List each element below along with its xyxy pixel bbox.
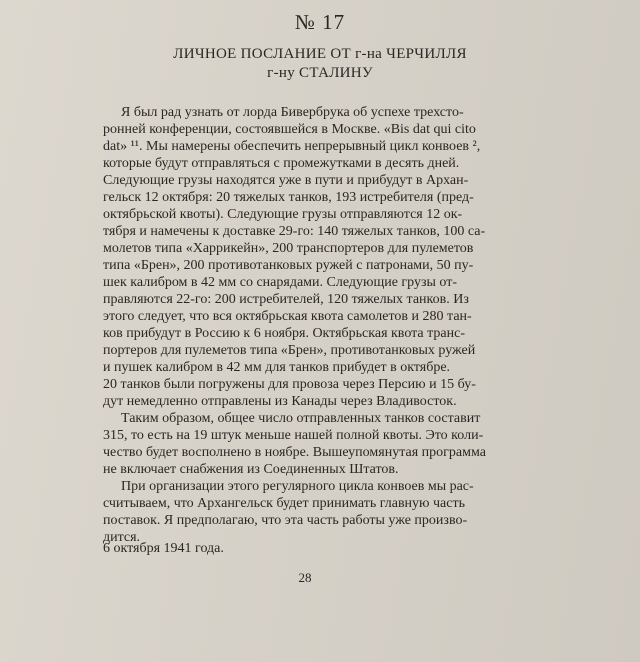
body-line: правляются 22-го: 200 истребителей, 120 тяжелых танков. Из	[103, 292, 469, 307]
body-line: дут немедленно отправлены из Канады через Владивосток.	[103, 394, 457, 409]
body-line: чество будет восполнено в ноябре. Вышеупомянутая программа	[103, 445, 486, 460]
page-number: 28	[298, 570, 312, 585]
body-line: шек калибром в 42 мм со снарядами. Следующие грузы от-	[103, 275, 458, 290]
body-line: dat» ¹¹. Мы намерены обеспечить непрерывный цикл конвоев ²,	[103, 139, 481, 154]
body-line: этого следует, что вся октябрьская квота самолетов и 280 тан-	[103, 309, 472, 324]
body-line: 20 танков были погружены для провоза через Персию и 15 бу-	[103, 377, 476, 392]
body-line: гельск 12 октября: 20 тяжелых танков, 193 истребителя (пред-	[103, 190, 474, 205]
body-line: октябрьской квоты). Следующие грузы отправляются 12 ок-	[103, 207, 463, 222]
body-line: поставок. Я предполагаю, что эта часть работы уже произво-	[103, 513, 468, 528]
body-line: тября и намечены к доставке 29-го: 140 тяжелых танков, 100 са-	[103, 224, 486, 239]
body-line: портеров для пулеметов типа «Брен», противотанковых ружей	[103, 343, 476, 358]
body-line: и пушек калибром в 42 мм для танков прибудет в октябре.	[103, 360, 451, 375]
body-line: Таким образом, общее число отправленных танков составит	[121, 411, 481, 426]
body-line: считываем, что Архангельск будет принимать главную часть	[103, 496, 465, 511]
body-line: молетов типа «Харрикейн», 200 транспортеров для пулеметов	[103, 241, 474, 256]
document-number: № 17	[294, 10, 346, 34]
title-line-2: г-ну СТАЛИНУ	[267, 65, 373, 81]
body-line: дится.	[103, 530, 141, 545]
letter-date: 6 октября 1941 года.	[103, 541, 224, 556]
letter-body	[103, 104, 543, 546]
body-line: Я был рад узнать от лорда Бивербрука об успехе трехсто-	[121, 105, 464, 120]
body-line: ков прибудут в Россию к 6 ноября. Октябрьская квота транс-	[103, 326, 466, 341]
body-line: Следующие грузы находятся уже в пути и прибудут в Архан-	[103, 173, 469, 188]
title-line-1: ЛИЧНОЕ ПОСЛАНИЕ ОТ г-на ЧЕРЧИЛЛЯ	[173, 46, 467, 62]
body-line: ронней конференции, состоявшейся в Москве. «Bis dat qui cito	[103, 122, 476, 137]
document-title	[0, 45, 640, 83]
body-line: не включает снабжения из Соединенных Штатов.	[103, 462, 399, 477]
body-line: которые будут отправляться с промежутками в десять дней.	[103, 156, 460, 171]
body-line: При организации этого регулярного цикла конвоев мы рас-	[121, 479, 474, 494]
body-line: типа «Брен», 200 противотанковых ружей с патронами, 50 пу-	[103, 258, 474, 273]
body-line: 315, то есть на 19 штук меньше нашей полной квоты. Это коли-	[103, 428, 484, 443]
